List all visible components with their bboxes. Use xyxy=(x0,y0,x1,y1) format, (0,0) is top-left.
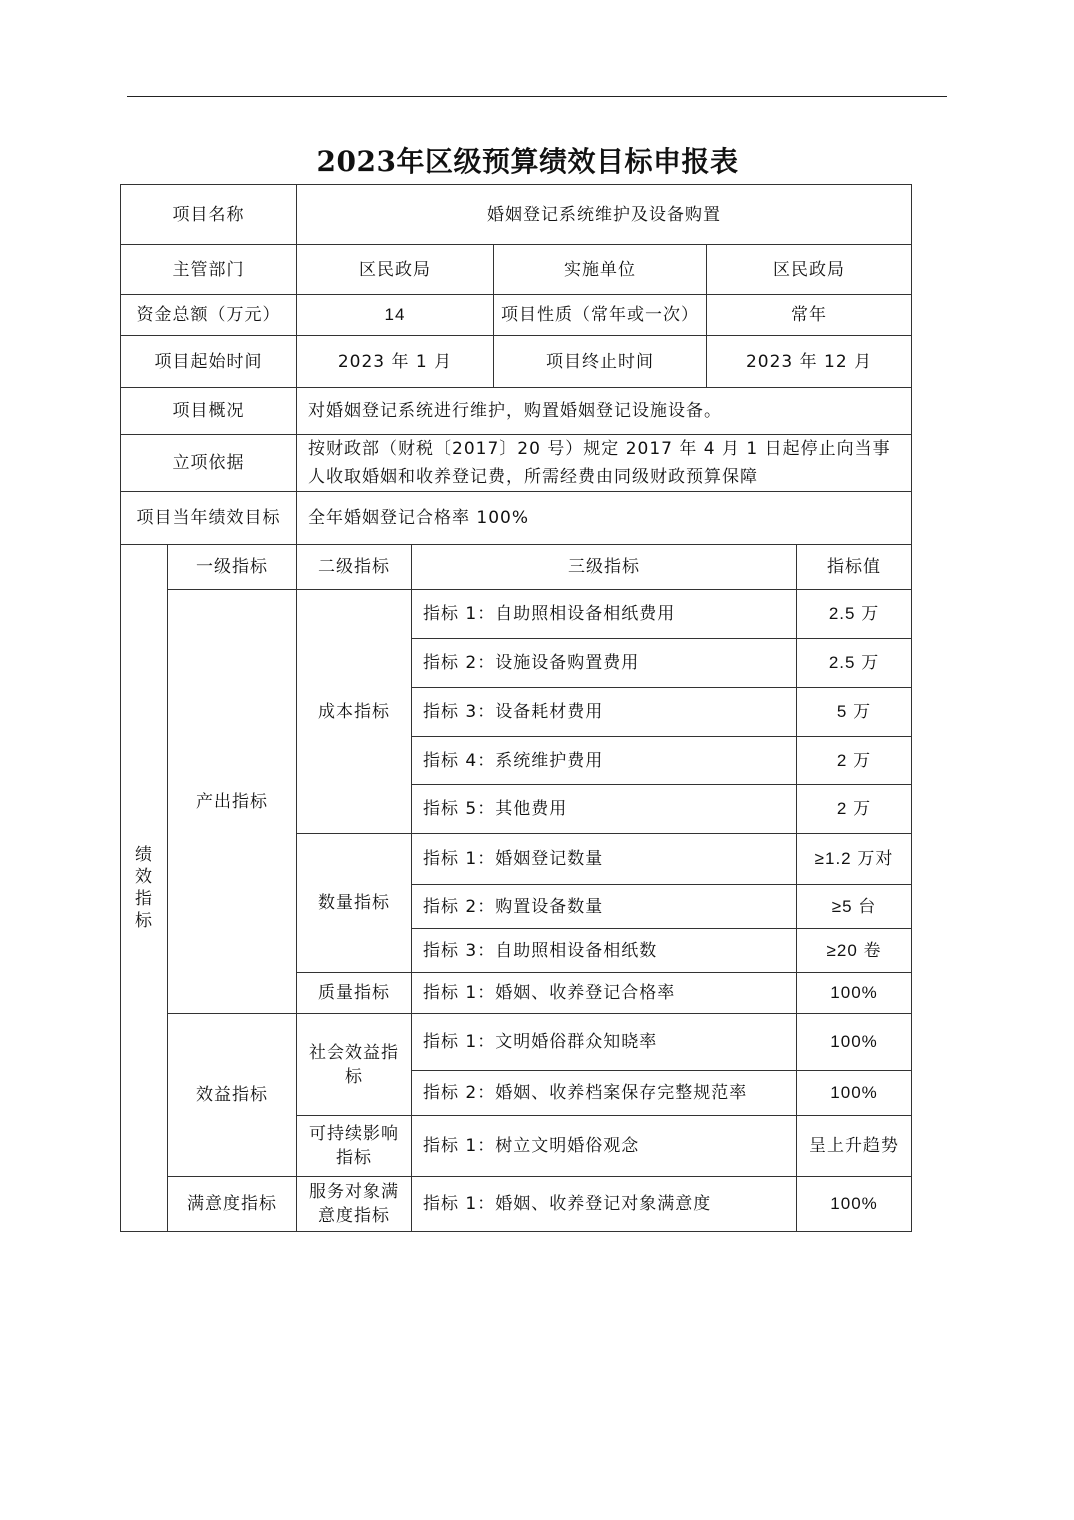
start-value: 2023 年 1 月 xyxy=(297,336,494,388)
header-level1: 一级指标 xyxy=(168,545,297,590)
indicator-value: ≥5 台 xyxy=(797,885,912,929)
level1-output: 产出指标 xyxy=(168,590,297,1014)
indicator-item: 指标 1：婚姻、收养登记合格率 xyxy=(412,973,797,1014)
indicator-value: ≥20 卷 xyxy=(797,929,912,973)
unit-value: 区民政局 xyxy=(707,245,912,295)
row-basis xyxy=(121,435,912,492)
indicator-item: 指标 1：婚姻、收养登记对象满意度 xyxy=(412,1177,797,1232)
indicator-value: 100% xyxy=(797,1177,912,1232)
unit-label: 实施单位 xyxy=(494,245,707,295)
indicator-item: 指标 1：自助照相设备相纸费用 xyxy=(412,590,797,639)
dept-label: 主管部门 xyxy=(121,245,297,295)
row-overview xyxy=(121,388,912,435)
end-label: 项目终止时间 xyxy=(494,336,707,388)
level2-social: 社会效益指标 xyxy=(297,1014,412,1116)
level1-satisfaction: 满意度指标 xyxy=(168,1177,297,1232)
header-value: 指标值 xyxy=(797,545,912,590)
indicator-item: 指标 2：设施设备购置费用 xyxy=(412,639,797,688)
indicator-value: 2 万 xyxy=(797,737,912,785)
indicator-item: 指标 3：设备耗材费用 xyxy=(412,688,797,737)
performance-indicators-label xyxy=(121,545,168,1232)
indicator-value: 呈上升趋势 xyxy=(797,1116,912,1177)
nature-value: 常年 xyxy=(707,295,912,336)
overview-value: 对婚姻登记系统进行维护，购置婚姻登记设施设备。 xyxy=(297,388,912,435)
row-goal xyxy=(121,492,912,545)
overview-label: 项目概况 xyxy=(121,388,297,435)
end-value: 2023 年 12 月 xyxy=(707,336,912,388)
dept-value: 区民政局 xyxy=(297,245,494,295)
funds-label: 资金总额（万元） xyxy=(121,295,297,336)
indicator-value: 100% xyxy=(797,1071,912,1116)
level2-cost: 成本指标 xyxy=(297,590,412,834)
indicator-item: 指标 1：文明婚俗群众知晓率 xyxy=(412,1014,797,1071)
indicator-item: 指标 2：婚姻、收养档案保存完整规范率 xyxy=(412,1071,797,1116)
row-indicator-headers xyxy=(121,545,912,590)
row-funds xyxy=(121,295,912,336)
indicator-value: 100% xyxy=(797,973,912,1014)
goal-label: 项目当年绩效目标 xyxy=(121,492,297,545)
project-name-label: 项目名称 xyxy=(121,185,297,245)
indicator-item: 指标 1：婚姻登记数量 xyxy=(412,834,797,885)
indicator-item: 指标 3：自助照相设备相纸数 xyxy=(412,929,797,973)
start-label: 项目起始时间 xyxy=(121,336,297,388)
row-department xyxy=(121,245,912,295)
row-project-name xyxy=(121,185,912,245)
table-row xyxy=(121,1014,912,1071)
indicator-item: 指标 2：购置设备数量 xyxy=(412,885,797,929)
indicator-value: 2.5 万 xyxy=(797,639,912,688)
basis-label: 立项依据 xyxy=(121,435,297,492)
indicator-value: ≥1.2 万对 xyxy=(797,834,912,885)
row-dates xyxy=(121,336,912,388)
goal-value: 全年婚姻登记合格率 100% xyxy=(297,492,912,545)
header-level2: 二级指标 xyxy=(297,545,412,590)
level2-service: 服务对象满意度指标 xyxy=(297,1177,412,1232)
table-row xyxy=(121,590,912,639)
header-rule xyxy=(127,96,947,97)
indicator-item: 指标 4：系统维护费用 xyxy=(412,737,797,785)
basis-value: 按财政部（财税〔2017〕20 号）规定 2017 年 4 月 1 日起停止向当事人收取婚姻和收养登记费，所需经费由同级财政预算保障 xyxy=(297,435,912,492)
indicator-item: 指标 1：树立文明婚俗观念 xyxy=(412,1116,797,1177)
indicator-item: 指标 5：其他费用 xyxy=(412,785,797,834)
indicator-value: 2.5 万 xyxy=(797,590,912,639)
level1-benefit: 效益指标 xyxy=(168,1014,297,1177)
nature-label: 项目性质（常年或一次） xyxy=(494,295,707,336)
indicator-value: 100% xyxy=(797,1014,912,1071)
project-name-value: 婚姻登记系统维护及设备购置 xyxy=(297,185,912,245)
table-row xyxy=(121,1177,912,1232)
budget-performance-form xyxy=(120,184,912,1232)
funds-value: 14 xyxy=(297,295,494,336)
level2-quality: 质量指标 xyxy=(297,973,412,1014)
document-title: 2023年区级预算绩效目标申报表 xyxy=(316,145,739,178)
performance-indicators-text: 绩效指标 xyxy=(135,844,153,931)
indicator-value: 2 万 xyxy=(797,785,912,834)
level2-quantity: 数量指标 xyxy=(297,834,412,973)
indicator-value: 5 万 xyxy=(797,688,912,737)
header-level3: 三级指标 xyxy=(412,545,797,590)
level2-sustain: 可持续影响指标 xyxy=(297,1116,412,1177)
